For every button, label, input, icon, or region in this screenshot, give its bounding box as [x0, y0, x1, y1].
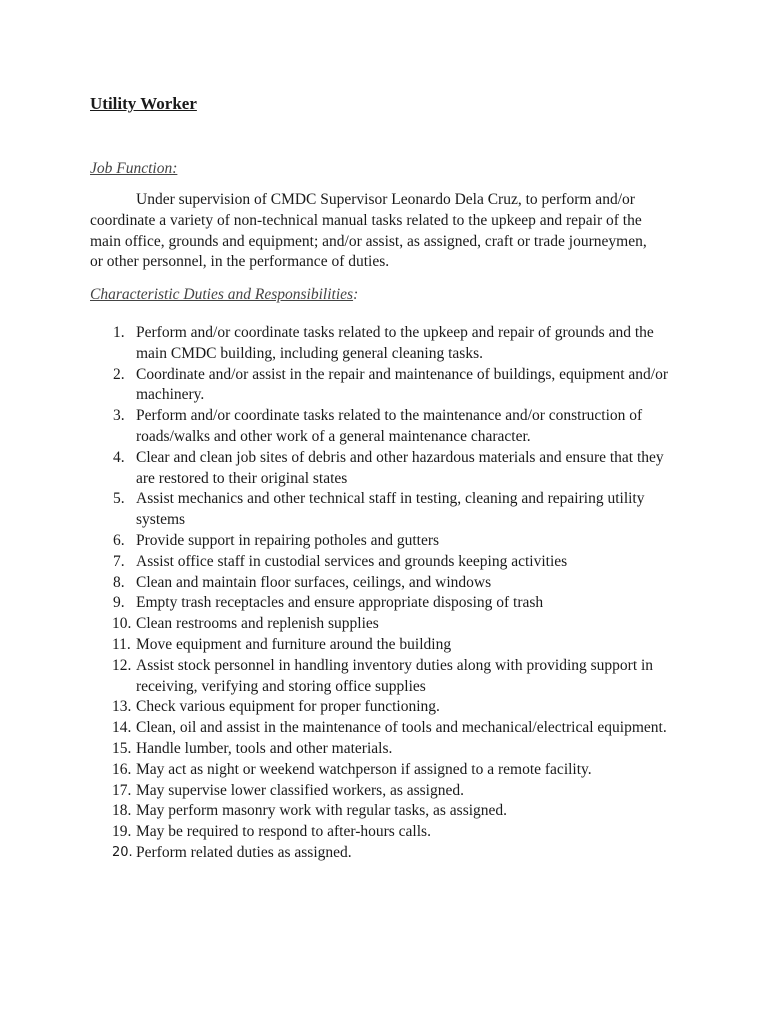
duty-text: Assist office staff in custodial services and grounds keeping activities [136, 552, 568, 570]
duty-number: 20. [112, 844, 133, 860]
duty-text: Clean restrooms and replenish supplies [136, 615, 379, 633]
duty-number: 14. [112, 719, 132, 737]
duty-number: 15. [112, 739, 132, 757]
duty-item [90, 822, 670, 843]
duty-item [90, 365, 670, 407]
duty-item [90, 781, 670, 802]
duty-number: 12. [112, 656, 132, 674]
duty-item [90, 843, 670, 864]
duty-text: Clean, oil and assist in the maintenance of tools and mechanical/electrical equipment. [136, 719, 667, 737]
duty-item [90, 635, 670, 656]
duty-number: 19. [112, 823, 132, 841]
duty-text: May be required to respond to after-hours calls. [136, 823, 431, 841]
duty-number: 16. [112, 760, 132, 778]
duty-text: Perform related duties as assigned. [136, 843, 352, 861]
duty-number: 17. [112, 781, 132, 799]
duty-number: 6. [113, 531, 125, 549]
duty-number: 4. [113, 448, 125, 466]
duty-number: 2. [113, 365, 125, 383]
duty-text: Assist mechanics and other technical staff in testing, cleaning and repairing utility systems [136, 490, 645, 529]
duty-text: May perform masonry work with regular tasks, as assigned. [136, 802, 508, 820]
duty-text: Clean and maintain floor surfaces, ceilings, and windows [136, 573, 492, 591]
duties-heading-wrap [90, 286, 358, 304]
duty-number: 9. [113, 594, 125, 612]
duty-item [90, 593, 670, 614]
duty-number: 7. [113, 552, 125, 570]
duty-item [90, 718, 670, 739]
duty-item [90, 697, 670, 718]
duty-item [90, 552, 670, 573]
duty-number: 3. [113, 407, 125, 425]
duty-text: May supervise lower classified workers, as assigned. [136, 781, 464, 799]
duty-item [90, 573, 670, 594]
duty-item [90, 739, 670, 760]
duty-item [90, 489, 670, 531]
duty-item [90, 448, 670, 490]
duty-text: Assist stock personnel in handling inventory duties along with providing support in receiving, verifying and storing office supplies [136, 656, 654, 695]
duty-text: Coordinate and/or assist in the repair and maintenance of buildings, equipment and/or machinery. [136, 365, 669, 404]
duty-text: Handle lumber, tools and other materials. [136, 739, 393, 757]
duty-number: 5. [113, 490, 125, 508]
duty-number: 1. [113, 324, 125, 341]
document-title: Utility Worker [90, 94, 197, 113]
duty-text: Check various equipment for proper functioning. [136, 698, 440, 716]
duty-text: Provide support in repairing potholes and gutters [136, 531, 440, 549]
duty-item [90, 656, 670, 698]
duty-number: 13. [112, 698, 132, 716]
duty-item [90, 801, 670, 822]
duty-text: Perform and/or coordinate tasks related to the upkeep and repair of grounds and the main CMDC building, including general cleaning tasks. [136, 324, 654, 362]
duty-item [90, 760, 670, 781]
duty-number: 11. [112, 635, 131, 653]
duty-number: 18. [112, 802, 132, 820]
duty-text: Empty trash receptacles and ensure appropriate disposing of trash [136, 594, 544, 612]
duty-number: 10. [112, 615, 132, 633]
duty-text: Clear and clean job sites of debris and other hazardous materials and ensure that they are restored to their original states [136, 448, 664, 487]
duty-item [90, 406, 670, 448]
duty-item [90, 531, 670, 552]
duty-text: May act as night or weekend watchperson if assigned to a remote facility. [136, 760, 592, 778]
duty-item [90, 614, 670, 635]
duty-text: Perform and/or coordinate tasks related to the maintenance and/or construction of roads/walks and other work of a general maintenance character. [136, 407, 643, 445]
duties-heading: Characteristic Duties and Responsibilities [90, 286, 354, 303]
duties-heading-colon: : [353, 286, 359, 303]
job-function-text: Under supervision of CMDC Supervisor Leonardo Dela Cruz, to perform and/or coordinate a variety of non-technical manual tasks related to the upkeep and repair of the main office, grounds and equipment; and/or assist, as assigned, craft or trade journeymen, or other personnel, in the performance of duties. [90, 191, 647, 271]
duty-item [90, 323, 670, 365]
duties-list [90, 323, 670, 864]
duty-text: Move equipment and furniture around the building [136, 635, 452, 653]
job-function-heading: Job Function: [90, 160, 178, 177]
duty-number: 8. [113, 573, 125, 591]
